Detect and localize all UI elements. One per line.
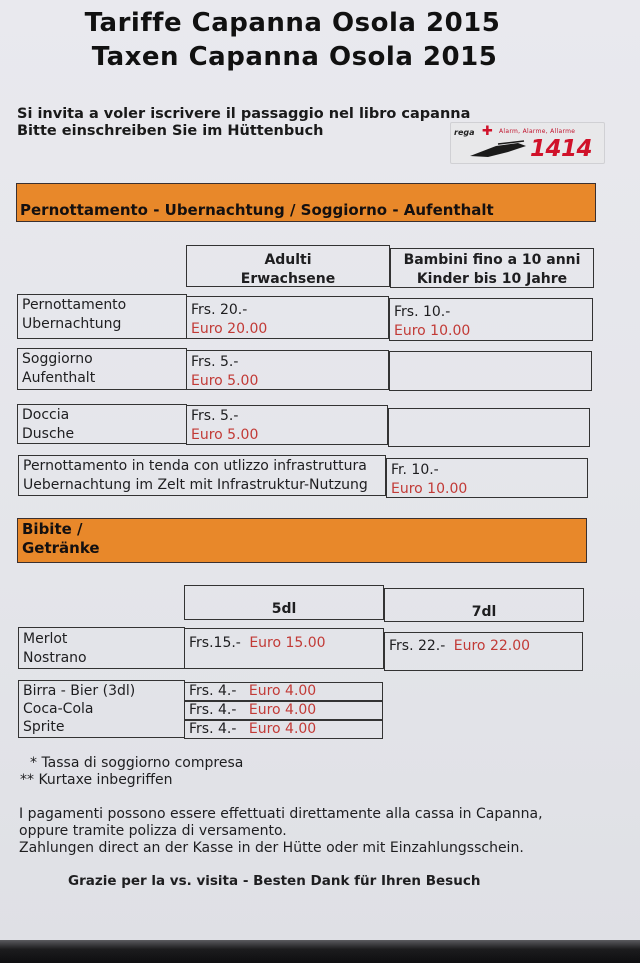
price-frs: Frs. 4.- [189,683,237,699]
header-children-de: Kinder bis 10 Jahre [416,271,568,287]
row-label-de: Uebernachtung im Zelt mit Infrastruktur-Nutzung [23,477,368,493]
price-frs: Frs. 10.- [394,304,451,320]
section-drinks-header [17,518,587,563]
price-eur: Euro 20.00 [191,321,268,337]
price-child-shower-empty [388,408,590,447]
price-child-stay-empty [389,351,592,391]
section-lodging-header [16,183,596,222]
row-label-tent [18,455,386,496]
header-adults-it: Adulti [264,252,312,268]
thanks-line: Grazie per la vs. visita - Besten Dank für Ihren Besuch [68,873,481,889]
rega-alarm-text: Alarm, Alarme, Allarme [499,128,576,135]
price-adult-overnight [186,296,389,339]
photo-bottom-edge [0,940,640,963]
row-label-de: Ubernachtung [22,316,122,332]
row-label-overnight [17,294,187,339]
price-eur: Euro 10.00 [391,481,468,497]
price-eur: Euro 10.00 [394,323,471,339]
price-frs: Frs. 4.- [189,702,237,718]
rega-logo [450,122,605,164]
row-label-it: Doccia [22,407,70,423]
row-label-wine-2: Nostrano [23,650,87,666]
other-drinks-labels [18,680,185,738]
helicopter-icon [468,140,528,158]
rega-brand-text: rega [454,128,475,137]
page-title-italian: Tariffe Capanna Osola 2015 [84,8,501,38]
section-lodging-title: Pernottamento - Ubernachtung / Soggiorno - Aufenthalt [20,201,494,219]
header-children-it: Bambini fino a 10 anni [403,252,581,268]
price-adult-shower [186,405,388,445]
price-frs: Frs. 22.- [389,638,446,654]
intro-italian: Si invita a voler iscrivere il passaggio nel libro capanna [17,106,471,122]
price-tent [386,458,588,498]
price-adult-stay [186,350,389,390]
row-label-stay [17,348,187,390]
drink-beer: Birra - Bier (3dl) [23,683,136,699]
header-5dl: 5dl [184,585,384,620]
payment-line-2: oppure tramite polizza di versamento. [19,823,287,839]
price-eur: Euro 4.00 [248,721,317,737]
section-drinks-title-it: Bibite / [22,520,83,538]
price-child-overnight [389,298,593,341]
price-wine-5dl [184,628,384,669]
price-sprite [184,720,383,739]
price-eur: Euro 5.00 [191,373,259,389]
row-label-de: Aufenthalt [22,370,96,386]
header-adults [186,245,390,287]
intro-german: Bitte einschreiben Sie im Hüttenbuch [17,123,324,139]
payment-line-3: Zahlungen direct an der Kasse in der Hütte oder mit Einzahlungsschein. [19,840,524,856]
header-children [390,248,594,288]
header-7dl: 7dl [384,588,584,622]
price-eur: Euro 5.00 [191,427,259,443]
price-frs: Frs. 4.- [189,721,237,737]
row-label-it: Soggiorno [22,351,93,367]
row-label-it: Pernottamento [22,297,127,313]
price-eur: Euro 22.00 [453,638,531,654]
row-label-de: Dusche [22,426,75,442]
note-tax-included-de: ** Kurtaxe inbegriffen [20,772,173,788]
header-adults-de: Erwachsene [240,271,336,287]
price-beer [184,682,383,701]
price-frs: Fr. 10.- [391,462,439,478]
price-frs: Frs. 5.- [191,408,239,424]
row-label-it: Pernottamento in tenda con utlizzo infrastruttura [23,458,367,474]
note-tax-included-it: * Tassa di soggiorno compresa [30,755,244,771]
price-coca-cola [184,701,383,720]
page-title-german: Taxen Capanna Osola 2015 [91,42,498,72]
drink-sprite: Sprite [23,719,65,735]
price-eur: Euro 15.00 [249,635,326,651]
price-frs: Frs. 5.- [191,354,239,370]
row-label-wine [18,627,185,669]
drink-coca-cola: Coca-Cola [23,701,94,717]
price-frs: Frs. 20.- [191,302,248,318]
price-eur: Euro 4.00 [248,702,317,718]
row-label-shower [17,404,187,444]
rega-cross-icon: ✚ [482,124,493,139]
row-label-wine-1: Merlot [23,631,68,647]
price-wine-7dl [384,632,583,671]
rega-emergency-number: 1414 [530,136,593,162]
price-frs: Frs.15.- [189,635,241,651]
price-eur: Euro 4.00 [248,683,317,699]
section-drinks-title-de: Getränke [22,539,100,557]
payment-line-1: I pagamenti possono essere effettuati direttamente alla cassa in Capanna, [19,806,543,822]
